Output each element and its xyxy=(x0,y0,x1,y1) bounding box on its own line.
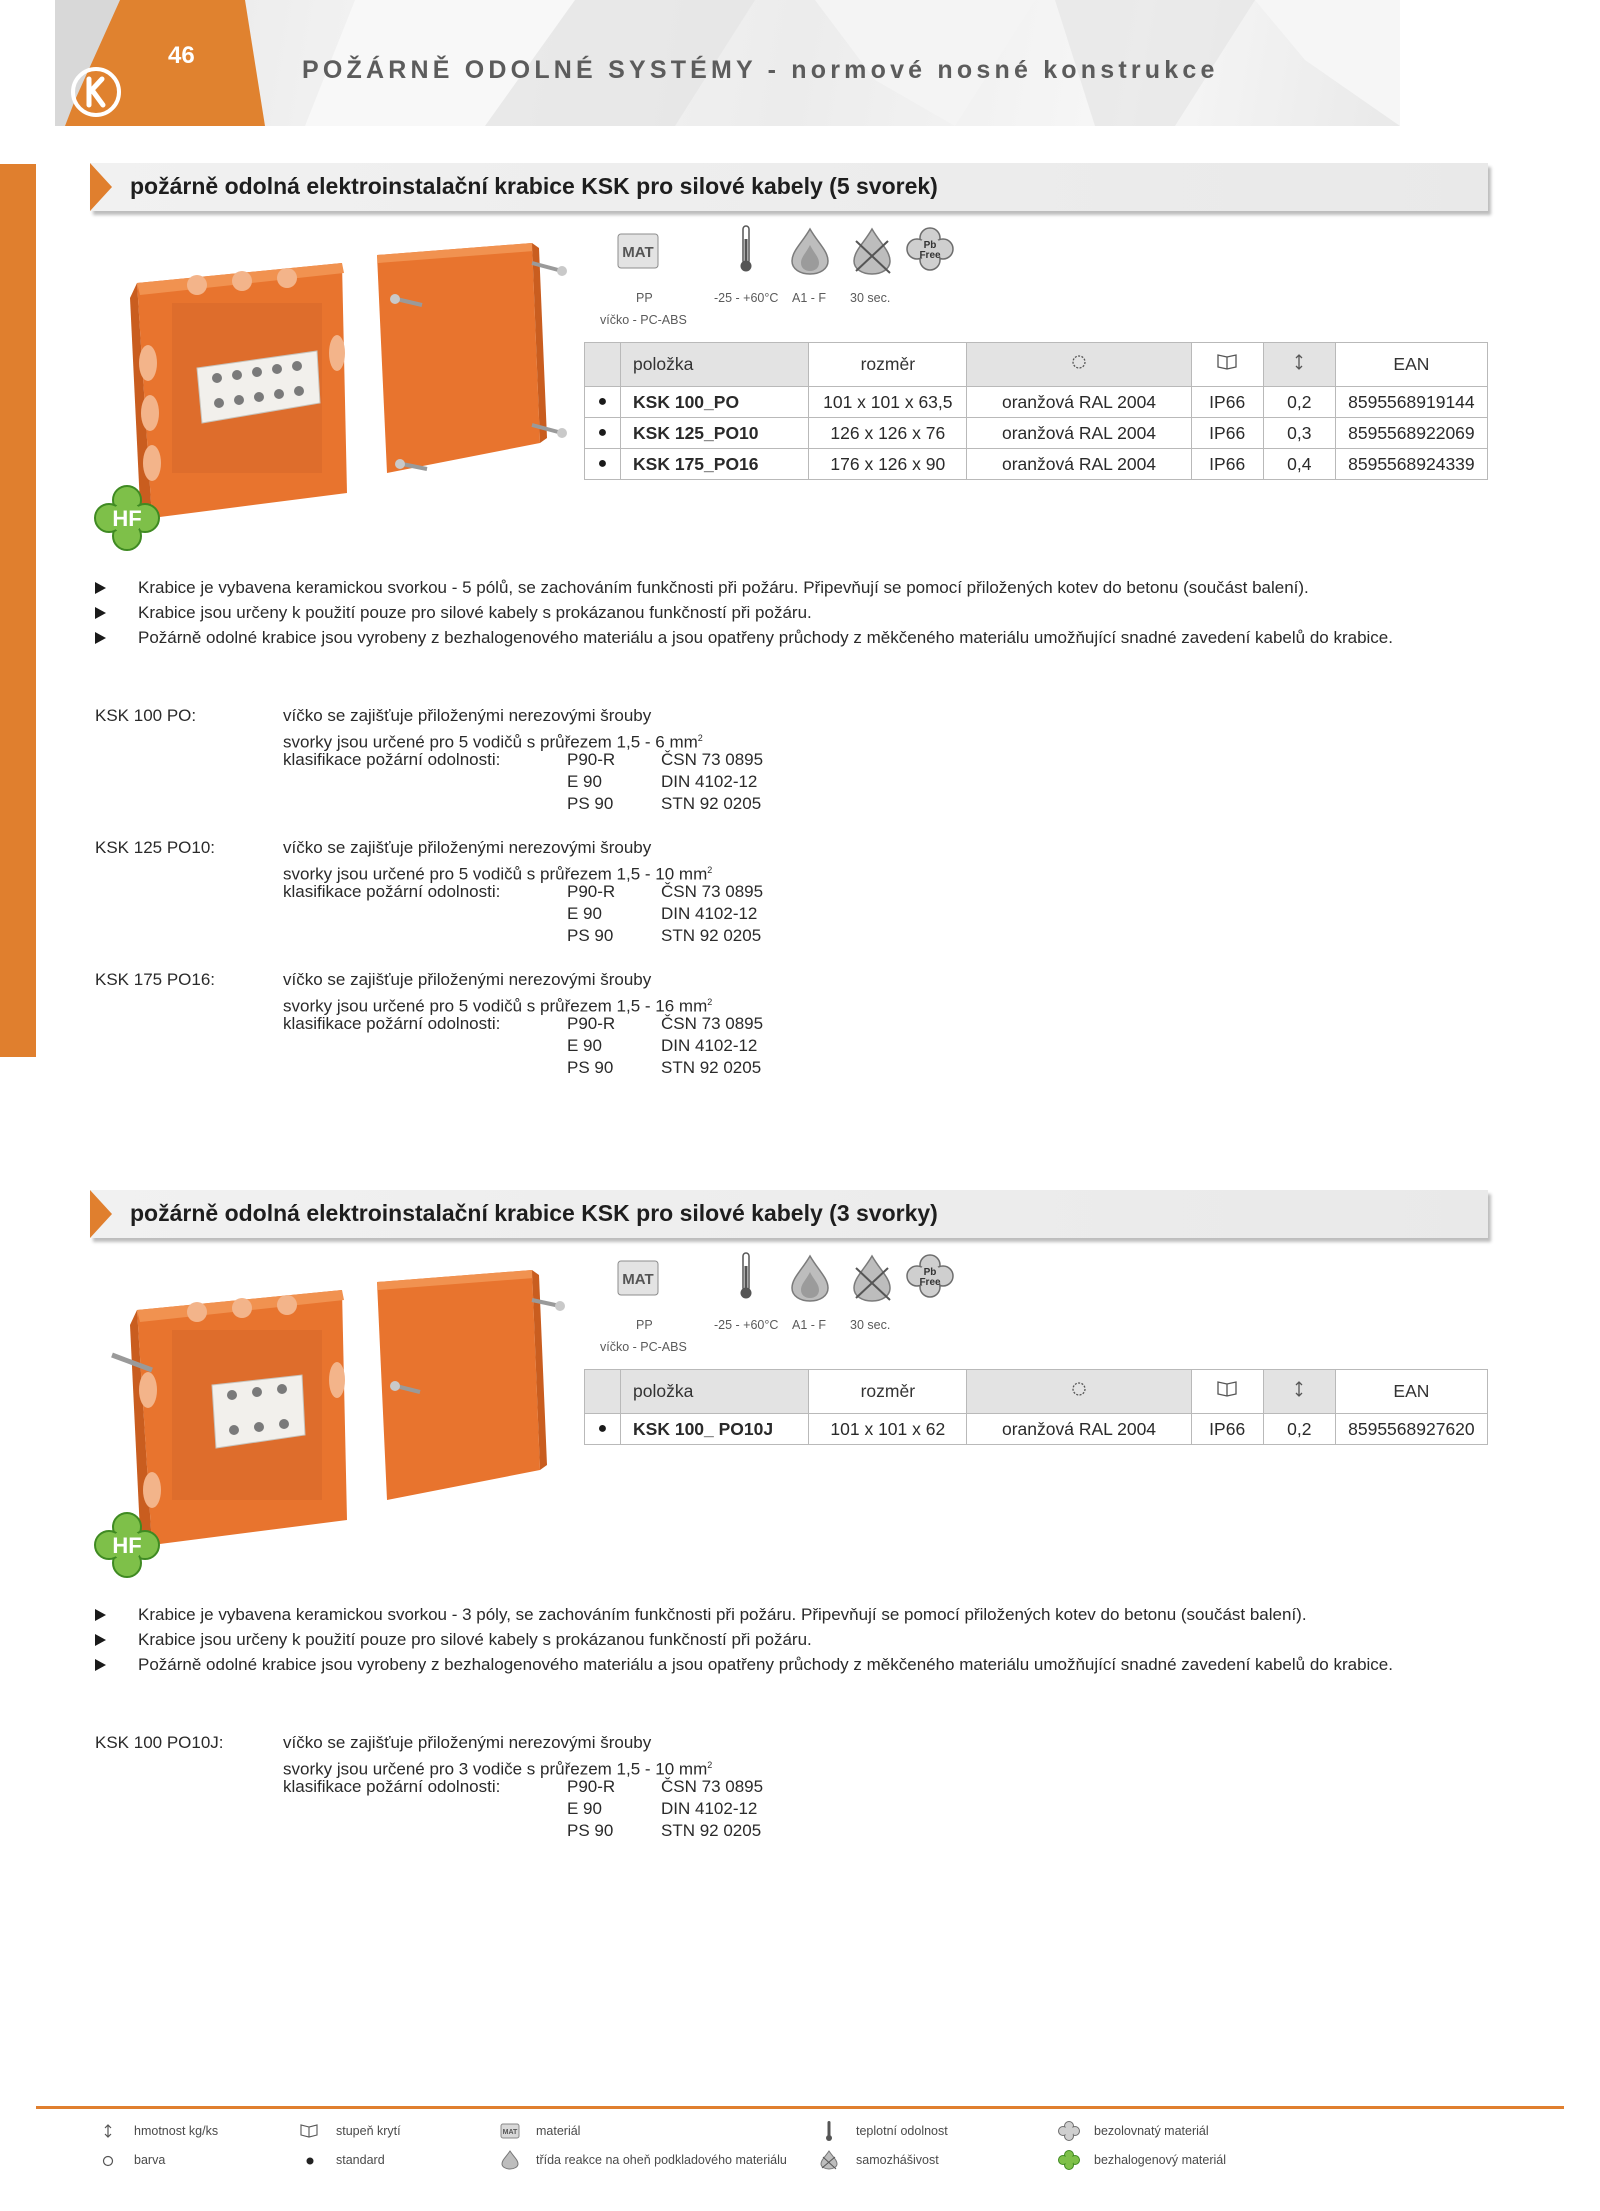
hf-text: HF xyxy=(112,506,142,531)
legend-color: barva xyxy=(134,2153,166,2167)
weight-arrow-icon xyxy=(1294,1381,1304,1397)
self-extinguishing-icon xyxy=(820,2150,838,2170)
legend-material: materiál xyxy=(536,2124,581,2138)
thermometer-icon xyxy=(738,225,754,273)
temperature-label: -25 - +60°C xyxy=(714,291,779,305)
weight-arrow-icon xyxy=(103,2124,113,2138)
hf-text: HF xyxy=(112,1533,142,1558)
product-photo-box-5 xyxy=(92,243,572,573)
product-code: KSK 100_PO xyxy=(621,387,809,418)
weight-arrow-icon xyxy=(1294,354,1304,370)
col-size: rozměr xyxy=(809,343,967,387)
svg-text:Free: Free xyxy=(919,1277,941,1288)
product-photo-box-3 xyxy=(92,1270,572,1600)
col-ean: EAN xyxy=(1335,1370,1487,1414)
pb-free-icon xyxy=(906,1254,954,1298)
hf-halogen-free-icon xyxy=(92,1510,162,1580)
self-extinguishing-icon xyxy=(850,227,894,275)
color-circle-icon xyxy=(102,2155,114,2167)
list-item: Požárně odolné krabice jsou vyrobeny z bezhalogenového materiálu a jsou opatřeny průchody z měkčeného materiálu umožňující snadné zavedení kabelů do krabice. xyxy=(95,1653,1495,1676)
col-ip xyxy=(1191,343,1263,387)
table-header-row xyxy=(585,343,1488,387)
list-item: Krabice je vybavena keramickou svorkou - 3 póly, se zachováním funkčnosti při požáru. Připevňují se pomocí přiložených kotev do betonu (součást balení). xyxy=(95,1603,1495,1626)
temperature-label: -25 - +60°C xyxy=(714,1318,779,1332)
material-label: PP xyxy=(636,291,653,305)
material-mat-icon xyxy=(617,1260,659,1296)
material-mat-icon xyxy=(500,2123,520,2139)
fire-class-drop-icon xyxy=(788,227,832,275)
fire-class-drop-icon xyxy=(501,2150,519,2170)
product-table xyxy=(584,1369,1488,1445)
pb-free-icon xyxy=(906,227,954,271)
col-ean: EAN xyxy=(1335,343,1487,387)
svg-text:Pb: Pb xyxy=(923,240,937,251)
product-code: KSK 175_PO16 xyxy=(621,449,809,480)
legend-hf: bezhalogenový materiál xyxy=(1094,2153,1227,2167)
side-accent-bar xyxy=(0,164,36,1057)
svg-text:MAT: MAT xyxy=(502,2129,518,2136)
legend-ip: stupeň krytí xyxy=(336,2124,401,2138)
product-table xyxy=(584,342,1488,480)
ip-book-icon xyxy=(1216,354,1238,370)
table-row: ● KSK 100_ PO10J 101 x 101 x 62 oranžová RAL 2004 IP66 0,2 8595568927620 xyxy=(585,1414,1488,1445)
standard-dot-icon xyxy=(305,2156,315,2166)
color-circle-icon xyxy=(1071,1381,1087,1397)
page-number: 46 xyxy=(168,42,195,69)
lid-material-label: víčko - PC-ABS xyxy=(600,313,687,327)
ip-book-icon xyxy=(300,2124,318,2138)
legend-weight: hmotnost kg/ks xyxy=(134,2124,219,2138)
col-weight xyxy=(1263,1370,1335,1414)
hf-halogen-free-icon xyxy=(1058,2150,1080,2170)
col-size: rozměr xyxy=(809,1370,967,1414)
list-item: Krabice jsou určeny k použití pouze pro silové kabely s prokázanou funkčností při požáru. xyxy=(95,1628,1495,1651)
section-title: požárně odolná elektroinstalační krabice KSK pro silové kabely (5 svorek) xyxy=(130,173,938,199)
legend-temp: teplotní odolnost xyxy=(856,2124,948,2138)
table-header-row xyxy=(585,1370,1488,1414)
self-extinguishing-icon xyxy=(850,1254,894,1302)
col-item: položka xyxy=(621,343,809,387)
kopos-logo xyxy=(70,66,122,118)
svg-text:Pb: Pb xyxy=(923,1267,937,1278)
section-header xyxy=(90,163,1488,213)
col-ip xyxy=(1191,1370,1263,1414)
legend-self-ext: samozhášivost xyxy=(856,2153,939,2167)
property-icons xyxy=(600,223,1000,327)
material-mat-icon xyxy=(617,233,659,269)
fire-class-label: A1 - F xyxy=(792,1318,827,1332)
list-item: Požárně odolné krabice jsou vyrobeny z bezhalogenového materiálu a jsou opatřeny průchody z měkčeného materiálu umožňující snadné zavedení kabelů do krabice. xyxy=(95,626,1495,649)
product-code: KSK 125_PO10 xyxy=(621,418,809,449)
list-item: Krabice je vybavena keramickou svorkou - 5 pólů, se zachováním funkčnosti při požáru. Připevňují se pomocí přiložených kotev do betonu (součást balení). xyxy=(95,576,1495,599)
pb-free-icon xyxy=(1058,2121,1080,2141)
material-label: PP xyxy=(636,1318,653,1332)
col-weight xyxy=(1263,343,1335,387)
fire-class-drop-icon xyxy=(788,1254,832,1302)
footer-divider xyxy=(36,2106,1564,2109)
self-ext-label: 30 sec. xyxy=(850,291,891,305)
thermometer-icon xyxy=(738,1252,754,1300)
legend-pb-free: bezolovnatý materiál xyxy=(1094,2124,1209,2138)
spec-label: KSK 100 PO: xyxy=(95,706,197,725)
lid-material-label: víčko - PC-ABS xyxy=(600,1340,687,1354)
svg-text:MAT: MAT xyxy=(622,244,654,261)
self-ext-label: 30 sec. xyxy=(850,1318,891,1332)
thermometer-icon xyxy=(825,2120,833,2142)
col-color xyxy=(967,1370,1191,1414)
table-row: ● KSK 125_PO10 126 x 126 x 76 oranžová RAL 2004 IP66 0,3 8595568922069 xyxy=(585,418,1488,449)
feature-list xyxy=(95,576,1495,651)
legend-standard: standard xyxy=(336,2153,385,2167)
page-title: POŽÁRNĚ ODOLNÉ SYSTÉMY - normové nosné konstrukce xyxy=(302,56,1219,84)
spec-label: KSK 125 PO10: xyxy=(95,838,216,857)
fire-class-label: A1 - F xyxy=(792,291,827,305)
svg-text:MAT: MAT xyxy=(622,1271,654,1288)
list-item: Krabice jsou určeny k použití pouze pro silové kabely s prokázanou funkčností při požáru. xyxy=(95,601,1495,624)
legend-fire-class: třída reakce na oheň podkladového materiálu xyxy=(536,2153,787,2167)
ip-book-icon xyxy=(1216,1381,1238,1397)
feature-list xyxy=(95,1603,1495,1678)
svg-text:Free: Free xyxy=(919,250,941,261)
product-code: KSK 100_ PO10J xyxy=(621,1414,809,1445)
section-header xyxy=(90,1190,1488,1240)
section-title: požárně odolná elektroinstalační krabice KSK pro silové kabely (3 svorky) xyxy=(130,1200,938,1226)
color-circle-icon xyxy=(1071,354,1087,370)
property-icons xyxy=(600,1250,1000,1354)
col-item: položka xyxy=(621,1370,809,1414)
spec-label: KSK 100 PO10J: xyxy=(95,1733,224,1752)
table-row: ● KSK 175_PO16 176 x 126 x 90 oranžová RAL 2004 IP66 0,4 8595568924339 xyxy=(585,449,1488,480)
hf-halogen-free-icon xyxy=(92,483,162,553)
ean-code: 8595568924339 xyxy=(1335,449,1487,480)
ean-code: 8595568927620 xyxy=(1335,1414,1487,1445)
spec-label: KSK 175 PO16: xyxy=(95,970,216,989)
ean-code: 8595568919144 xyxy=(1335,387,1487,418)
col-color xyxy=(967,343,1191,387)
ean-code: 8595568922069 xyxy=(1335,418,1487,449)
table-row: ● KSK 100_PO 101 x 101 x 63,5 oranžová RAL 2004 IP66 0,2 8595568919144 xyxy=(585,387,1488,418)
